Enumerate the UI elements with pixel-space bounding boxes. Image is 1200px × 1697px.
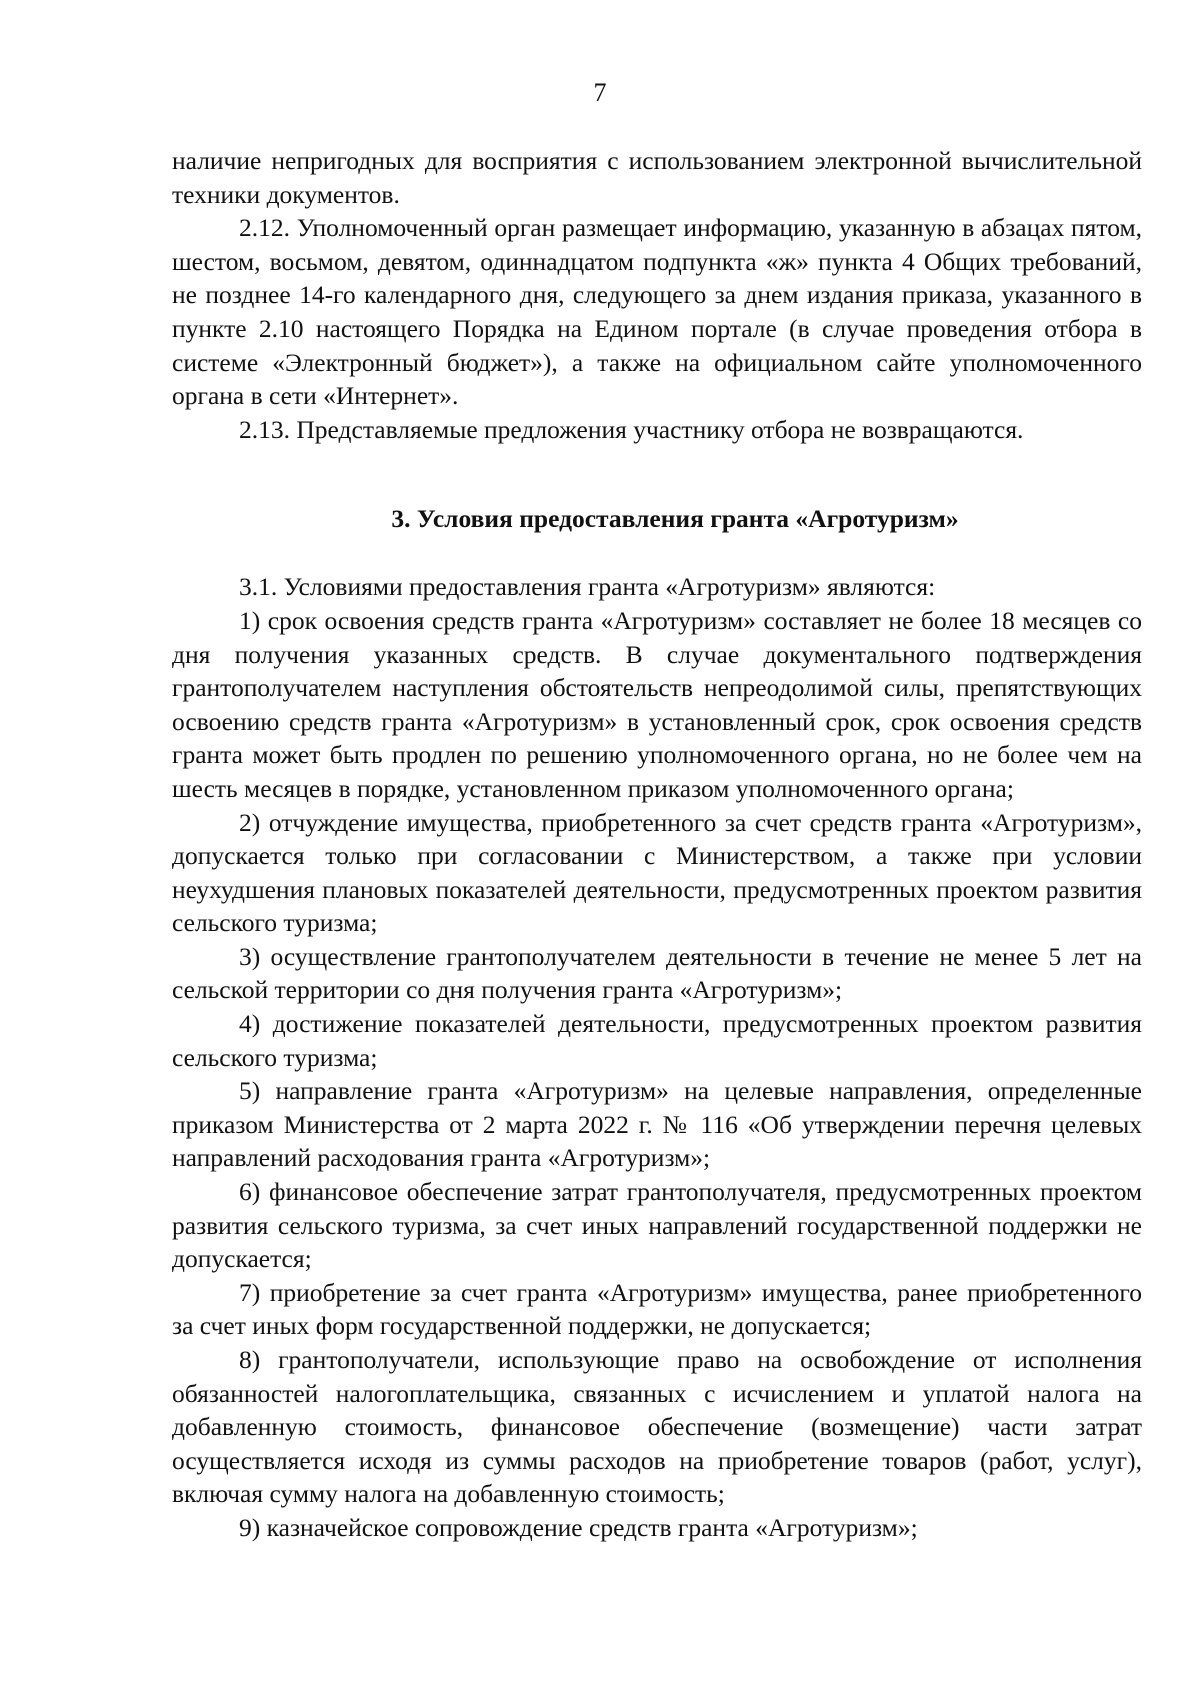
spacer — [172, 536, 1142, 570]
list-item-6: 6) финансовое обеспечение затрат грантополучателя, предусмотренных проектом развития сельского туризма, за счет иных направлений государственной поддержки не допускается; — [172, 1177, 1142, 1274]
page-number: 7 — [593, 78, 607, 107]
paragraph-continuation: наличие непригодных для восприятия с использованием электронной вычислительной техники документов. — [172, 146, 1142, 209]
paragraph-3-1: 3.1. Условиями предоставления гранта «Агротуризм» являются: — [239, 572, 936, 602]
paragraph-2-13: 2.13. Представляемые предложения участнику отбора не возвращаются. — [239, 414, 1024, 444]
list-item-1: 1) срок освоения средств гранта «Агротуризм» составляет не более 18 месяцев со дня получения указанных средств. В случае документального подтверждения грантополучателем наступления обстоятельств непреодолимой силы, препятствующих освоению средств гранта «Агротуризм» в установленный срок, срок освоения средств гранта может быть продлен по решению уполномоченного органа, но не более чем на шесть месяцев в порядке, установленном приказом уполномоченного органа; — [172, 605, 1142, 803]
list-item-3: 3) осуществление грантополучателем деятельности в течение не менее 5 лет на сельской территории со дня получения гранта «Агротуризм»; — [172, 941, 1142, 1005]
list-item-9: 9) казначейское сопровождение средств гранта «Агротуризм»; — [239, 1512, 918, 1542]
section-title: 3. Условия предоставления гранта «Агротуризм» — [391, 504, 959, 534]
paragraph-2-12: 2.12. Уполномоченный орган размещает информацию, указанную в абзацах пятом, шестом, восьмом, девятом, одиннадцатом подпункта «ж» пункта 4 Общих требований, не позднее 14-го календарного дня, следующего за днем издания приказа, указанного в пункте 2.10 настоящего Порядка на Едином портале (в случае проведения отбора в системе «Электронный бюджет»), а также на официальном сайте уполномоченного органа в сети «Интернет». — [172, 213, 1142, 411]
document-body — [172, 144, 1142, 1545]
list-item-5: 5) направление гранта «Агротуризм» на целевые направления, определенные приказом Министерства от 2 марта 2022 г. № 116 «Об утверждении перечня целевых направлений расходования гранта «Агротуризм»; — [172, 1076, 1142, 1173]
list-item-8: 8) грантополучатели, использующие право на освобождение от исполнения обязанностей налогоплательщика, связанных с исчислением и уплатой налога на добавленную стоимость, финансовое обеспечение (возмещение) части затрат осуществляется исходя из суммы расходов на приобретение товаров (работ, услуг), включая сумму налога на добавленную стоимость; — [172, 1345, 1142, 1509]
list-item-2: 2) отчуждение имущества, приобретенного за счет средств гранта «Агротуризм», допускается только при согласовании с Министерством, а также при условии неухудшения плановых показателей деятельности, предусмотренных проектом развития сельского туризма; — [172, 807, 1142, 938]
list-item-4: 4) достижение показателей деятельности, предусмотренных проектом развития сельского туризма; — [172, 1009, 1142, 1072]
spacer — [172, 446, 1142, 502]
list-item-7: 7) приобретение за счет гранта «Агротуризм» имущества, ранее приобретенного за счет иных форм государственной поддержки, не допускается; — [172, 1277, 1142, 1341]
